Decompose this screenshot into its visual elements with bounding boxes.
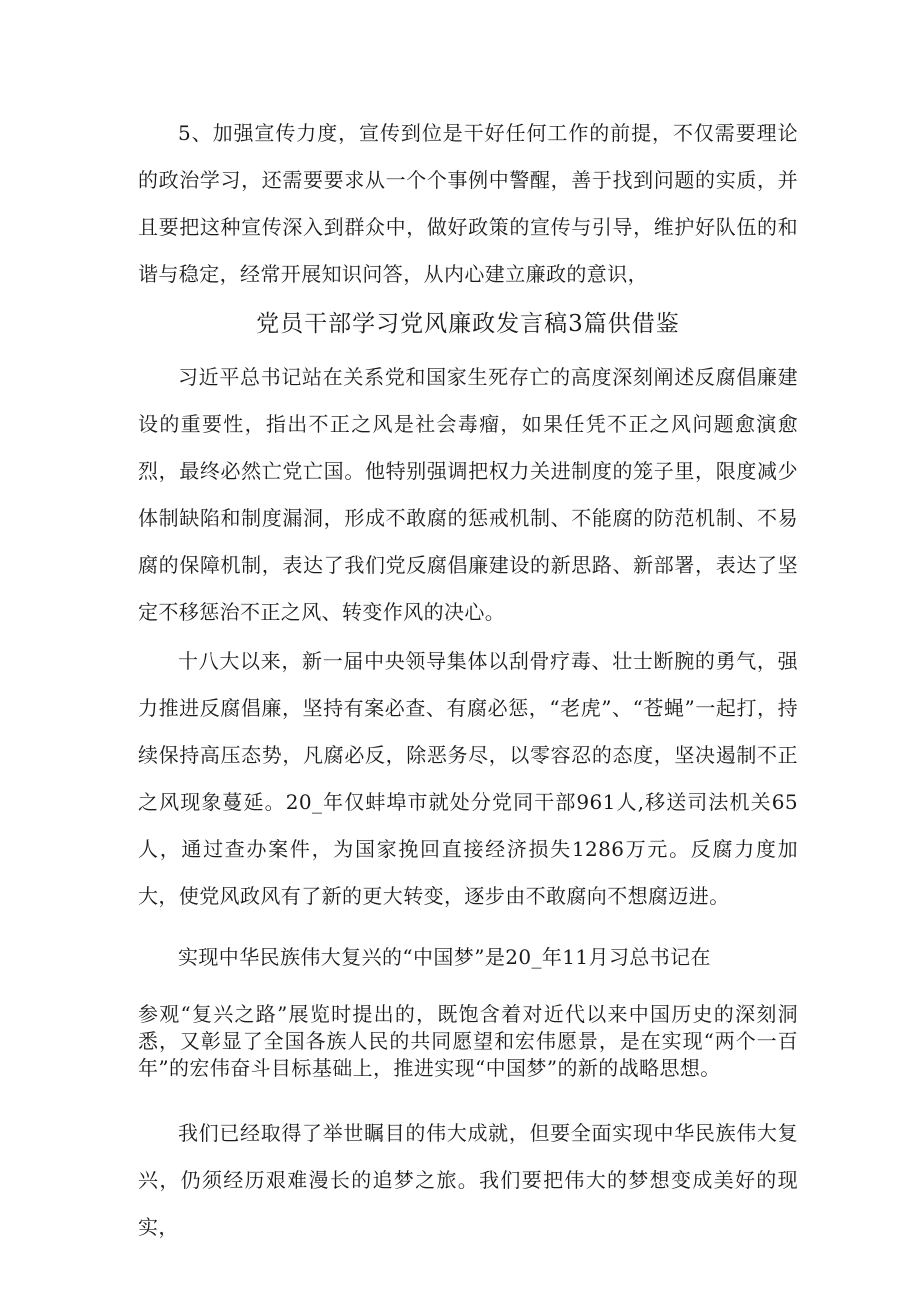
paragraph-publicity: 5、加强宣传力度，宣传到位是干好任何工作的前提，不仅需要理论的政治学习，还需要要求从一个个事例中警醒，善于找到问题的实质，并且要把这种宣传深入到群众中，做好政策的宣传与引导，维护好队伍的和谐与稳定，经常开展知识问答，从内心建立廉政的意识，	[138, 121, 798, 286]
paragraph-since-eighteenth-congress: 十八大以来，新一届中央领导集体以刮骨疗毒、壮士断腕的勇气，强力推进反腐倡廉，坚持有案必查、有腐必惩，“老虎”、“苍蝇”一起打，持续保持高压态势，凡腐必反，除恶务尽，以零容忍的态度，坚决遏制不正之风现象蔓延。20_年仅蚌埠市就处分党同干部961人,移送司法机关65人，通过查办案件，为国家挽回直接经济损失1286万元。反腐力度加大，使党风政风有了新的更大转变，逐步由不敢腐向不想腐迈进。	[138, 649, 798, 908]
paragraph-anti-corruption-importance: 习近平总书记站在关系党和国家生死存亡的高度深刻阐述反腐倡廉建设的重要性，指出不正之风是社会毒瘤，如果任凭不正之风问题愈演愈烈，最终必然亡党亡国。他特别强调把权力关进制度的笼子里，限度减少体制缺陷和制度漏洞，形成不敢腐的惩戒机制、不能腐的防范机制、不易腐的保障机制，表达了我们党反腐倡廉建设的新思路、新部署，表达了坚定不移惩治不正之风、转变作风的决心。	[138, 365, 798, 624]
paragraph-china-dream-body: 参观“复兴之路”展览时提出的，既饱含着对近代以来中国历史的深刻洞悉，又彰显了全国各族人民的共同愿望和宏伟愿景，是在实现“两个一百年”的宏伟奋斗目标基础上，推进实现“中国梦”的新的战略思想。	[138, 1002, 798, 1080]
paragraph-achievements: 我们已经取得了举世瞩目的伟大成就，但要全面实现中华民族伟大复兴，仍须经历艰难漫长的追梦之旅。我们要把伟大的梦想变成美好的现实，	[138, 1121, 798, 1239]
document-title: 党员干部学习党风廉政发言稿3篇供借鉴	[256, 311, 680, 337]
paragraph-china-dream-lead: 实现中华民族伟大复兴的“中国梦”是20_年11月习总书记在	[178, 945, 711, 969]
